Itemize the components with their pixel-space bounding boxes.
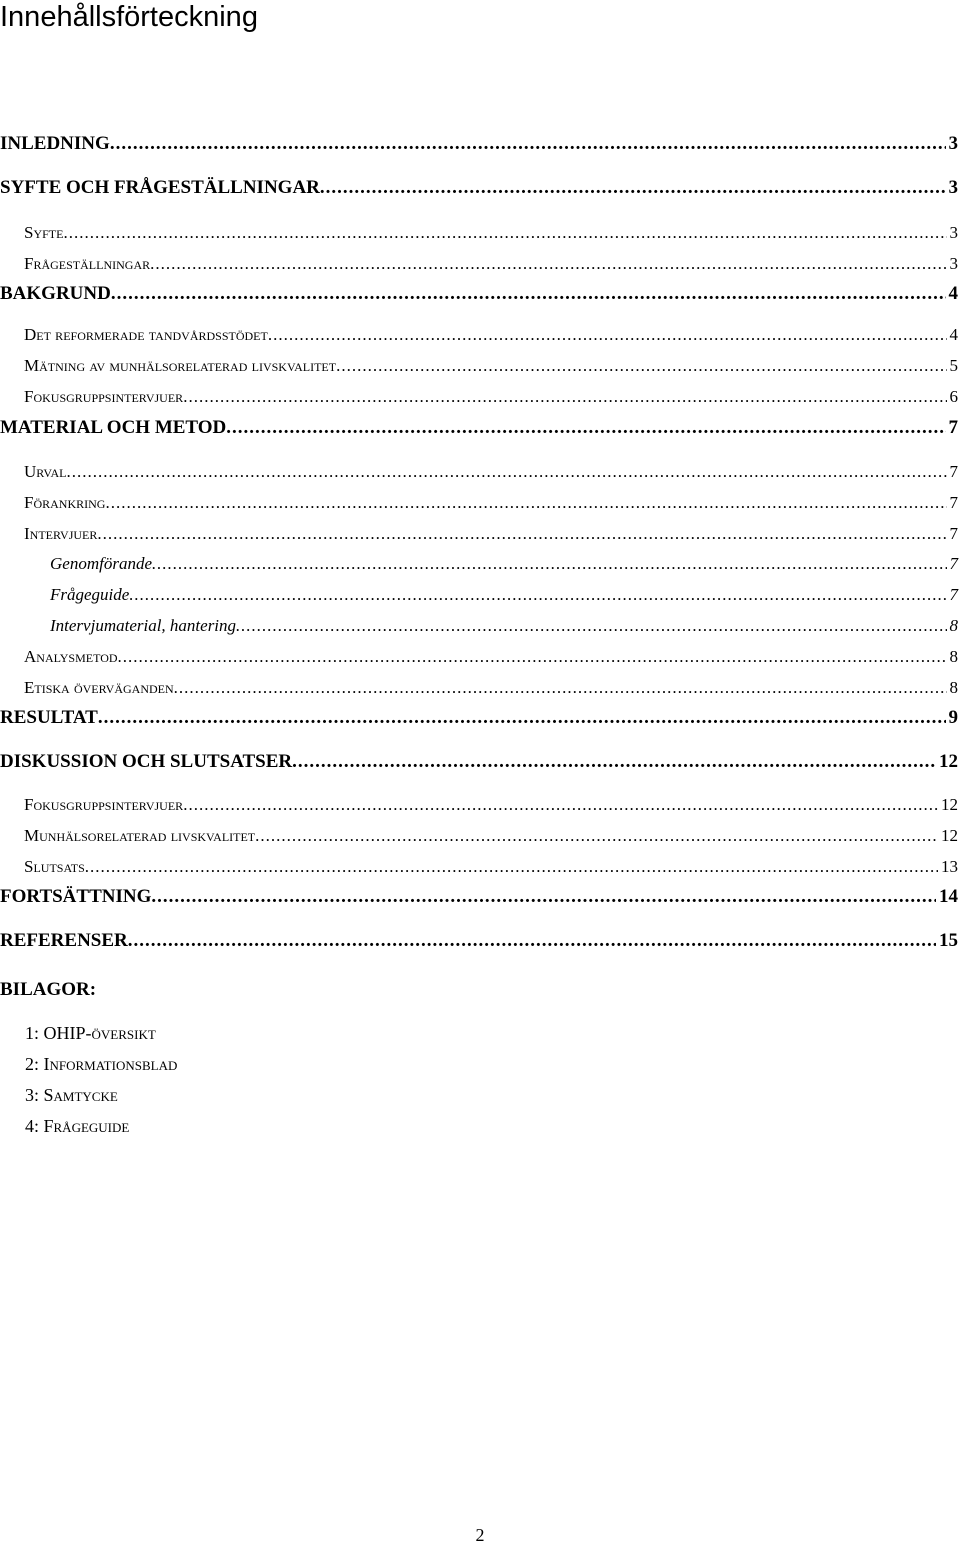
- toc-page-number: 8: [949, 616, 958, 635]
- toc-entry-fragestallningar[interactable]: [0, 253, 958, 275]
- toc-page-number: 12: [941, 795, 958, 814]
- toc-entry-label: Analysmetod: [24, 647, 118, 666]
- toc-entry-munhalsorelaterad-livskvalitet[interactable]: [0, 825, 958, 847]
- toc-entry-label: Slutsats: [24, 857, 85, 876]
- toc-entry-slutsats[interactable]: [0, 856, 958, 878]
- dot-leader: [226, 416, 945, 440]
- toc-entry-frageguide[interactable]: [0, 584, 958, 606]
- toc-entry-intervjuer[interactable]: [0, 523, 958, 545]
- toc-entry-fortsattning[interactable]: [0, 885, 958, 909]
- dot-leader: [105, 492, 946, 514]
- toc-page-number: 7: [948, 417, 958, 438]
- toc-entry-label: FORTSÄTTNING: [0, 886, 152, 907]
- toc-page-number: 14: [939, 886, 958, 907]
- toc-entry-label: Förankring: [24, 493, 106, 512]
- dot-leader: [150, 253, 946, 275]
- toc-page-number: 4: [949, 325, 958, 344]
- toc-entry-material-och-metod[interactable]: [0, 416, 958, 440]
- toc-entry-label: Det reformerade tandvårdsstödet: [24, 325, 268, 344]
- dot-leader: [336, 355, 946, 377]
- toc-page-number: 7: [949, 524, 958, 543]
- toc-entry-referenser[interactable]: [0, 929, 958, 953]
- dot-leader: [183, 386, 946, 408]
- toc-entry-label: Syfte: [24, 223, 64, 242]
- toc-entry-syfte-och-fragestallningar[interactable]: [0, 176, 958, 200]
- toc-entry-det-reformerade-tandvardsstodet[interactable]: [0, 324, 958, 346]
- toc-entry-label: Intervjuer: [24, 524, 98, 543]
- toc-entry-label: SYFTE OCH FRÅGESTÄLLNINGAR: [0, 177, 320, 198]
- toc-page-number: 5: [949, 356, 958, 375]
- toc-entry-inledning[interactable]: [0, 132, 958, 156]
- toc-entry-fokusgruppsintervjuer[interactable]: [0, 386, 958, 408]
- dot-leader: [152, 553, 947, 575]
- toc-entry-resultat[interactable]: [0, 706, 958, 730]
- toc-page-number: 3: [949, 254, 958, 273]
- dot-leader: [111, 282, 946, 306]
- toc-entry-label: INLEDNING: [0, 133, 110, 154]
- toc-page-number: 15: [939, 930, 958, 951]
- toc-page-number: 8: [949, 678, 958, 697]
- toc-entry-label: Munhälsorelaterad livskvalitet: [24, 826, 256, 845]
- toc-entry-label: Mätning av munhälsorelaterad livskvalitet: [24, 356, 337, 375]
- toc-page-number: 7: [949, 462, 958, 481]
- toc-entry-label: Etiska överväganden: [24, 678, 174, 697]
- bilagor-heading: BILAGOR:: [0, 979, 97, 1000]
- dot-leader: [151, 885, 936, 909]
- toc-entry-matning-av-munhalsorelaterad-livskvalitet[interactable]: [0, 355, 958, 377]
- toc-entry-intervjumaterial-hantering[interactable]: [0, 615, 958, 637]
- toc-entry-bakgrund[interactable]: [0, 282, 958, 306]
- toc-entry-syfte[interactable]: [0, 222, 958, 244]
- dot-leader: [85, 856, 938, 878]
- toc-entry-label: Genomförande: [50, 554, 152, 573]
- bilaga-item: 2: Informationsblad: [25, 1054, 178, 1074]
- toc-page-number: 7: [949, 554, 958, 573]
- dot-leader: [129, 584, 946, 606]
- toc-page-number: 9: [948, 707, 958, 728]
- dot-leader: [183, 794, 938, 816]
- toc-entry-label: Fokusgruppsintervjuer: [24, 795, 184, 814]
- bilaga-item: 3: Samtycke: [25, 1085, 118, 1105]
- dot-leader: [236, 615, 946, 637]
- dot-leader: [255, 825, 938, 847]
- dot-leader: [268, 324, 947, 346]
- toc-entry-label: BAKGRUND: [0, 283, 111, 304]
- toc-entry-analysmetod[interactable]: [0, 646, 958, 668]
- dot-leader: [292, 750, 936, 774]
- page-number: 2: [475, 1525, 485, 1545]
- toc-page-number: 8: [949, 647, 958, 666]
- toc-entry-label: Urval: [24, 462, 67, 481]
- dot-leader: [63, 222, 946, 244]
- toc-entry-label: MATERIAL OCH METOD: [0, 417, 227, 438]
- toc-entry-label: Fokusgruppsintervjuer: [24, 387, 184, 406]
- toc-entry-etiska-overvaganden[interactable]: [0, 677, 958, 699]
- toc-page-number: 3: [949, 223, 958, 242]
- toc-page-number: 7: [949, 585, 958, 604]
- toc-entry-forankring[interactable]: [0, 492, 958, 514]
- toc-entry-diskussion-och-slutsatser[interactable]: [0, 750, 958, 774]
- dot-leader: [97, 523, 946, 545]
- dot-leader: [320, 176, 946, 200]
- bilaga-item: 1: OHIP-översikt: [25, 1023, 156, 1043]
- dot-leader: [66, 461, 946, 483]
- toc-page-number: 4: [948, 283, 958, 304]
- toc-page-number: 3: [948, 177, 958, 198]
- toc-page-number: 12: [939, 751, 958, 772]
- dot-leader: [118, 646, 947, 668]
- toc-page-number: 13: [941, 857, 958, 876]
- bilaga-item: 4: Frågeguide: [25, 1116, 130, 1136]
- page-title: Innehållsförteckning: [0, 1, 258, 33]
- toc-entry-label: Intervjumaterial, hantering: [50, 616, 237, 635]
- toc-page-number: 12: [941, 826, 958, 845]
- toc-page-number: 6: [949, 387, 958, 406]
- toc-entry-genomforande[interactable]: [0, 553, 958, 575]
- toc-page-number: 3: [948, 133, 958, 154]
- toc-page-number: 7: [949, 493, 958, 512]
- dot-leader: [174, 677, 947, 699]
- toc-entry-label: RESULTAT: [0, 707, 98, 728]
- toc-entry-label: Frågeställningar: [24, 254, 151, 273]
- dot-leader: [110, 132, 946, 156]
- toc-entry-label: DISKUSSION OCH SLUTSATSER: [0, 751, 293, 772]
- dot-leader: [98, 706, 946, 730]
- toc-entry-urval[interactable]: [0, 461, 958, 483]
- toc-entry-fokusgruppsintervjuer-2[interactable]: [0, 794, 958, 816]
- toc-entry-label: REFERENSER: [0, 930, 128, 951]
- toc-entry-label: Frågeguide: [50, 585, 130, 604]
- dot-leader: [128, 929, 936, 953]
